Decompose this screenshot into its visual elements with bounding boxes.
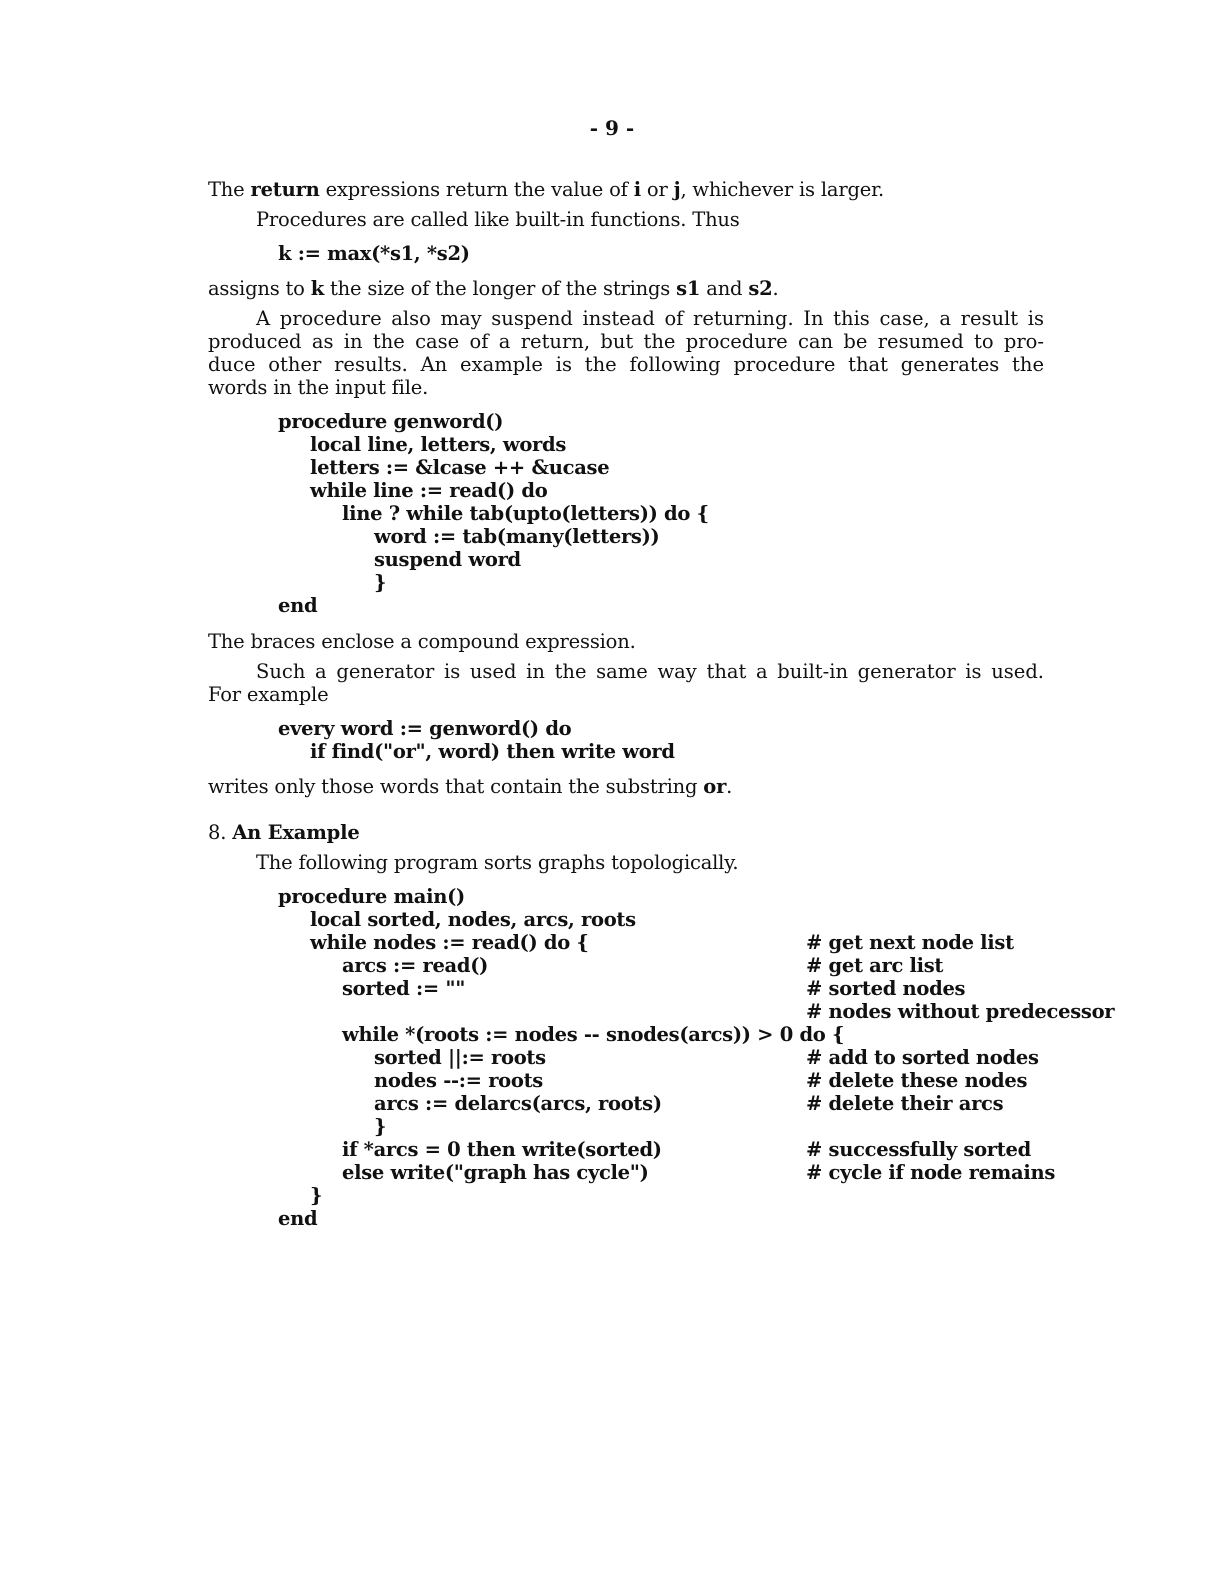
code-line: suspend word [374,548,521,571]
code-line: word := tab(many(letters)) [374,525,660,548]
section-heading [208,821,360,844]
text-run: assigns to [208,277,311,300]
code-comment: # delete these nodes [806,1069,1028,1092]
variable-j: j [673,178,681,201]
code-line: if find("or", word) then write word [310,740,675,763]
text-run: or [640,178,674,201]
text-run: expressions return the value of [319,178,634,201]
code-comment: # add to sorted nodes [806,1046,1039,1069]
paragraph-braces: The braces enclose a compound expression. [208,630,636,653]
variable-s2: s2 [748,277,773,300]
paragraph-writes-only [208,775,732,798]
section-number: 8. [208,821,227,844]
code-line: line ? while tab(upto(letters)) do { [342,502,709,525]
code-comment: # delete their arcs [806,1092,1004,1115]
paragraph-suspend-line-4: words in the input file. [208,376,429,399]
code-comment: # get arc list [806,954,944,977]
text-run: the size of the longer of the strings [324,277,677,300]
paragraph-assigns-k [208,277,779,300]
code-line: local line, letters, words [310,433,567,456]
code-line: sorted ||:= roots [374,1046,546,1069]
paragraph-return-expressions [208,178,884,201]
code-line: else write("graph has cycle") [342,1161,649,1184]
code-line: } [374,571,387,594]
code-line: procedure main() [278,885,465,908]
code-comment: # successfully sorted [806,1138,1031,1161]
code-line: every word := genword() do [278,717,572,740]
code-line: end [278,1207,318,1230]
paragraph-suspend-line-3: duce other results. An example is the following procedure that generates the [208,353,1044,376]
code-line: nodes --:= roots [374,1069,543,1092]
code-line: end [278,594,318,617]
text-run: , whichever is larger. [680,178,885,201]
substring-or: or [703,775,727,798]
paragraph-suspend-line-1: A procedure also may suspend instead of returning. In this case, a result is [256,307,1044,330]
code-line: while line := read() do [310,479,548,502]
code-line: sorted := "" [342,977,466,1000]
code-line: } [374,1115,387,1138]
code-line: letters := &lcase ++ &ucase [310,456,610,479]
code-line: arcs := read() [342,954,489,977]
code-max-call: k := max(*s1, *s2) [278,242,470,265]
paragraph-generator-line-2: For example [208,683,329,706]
text-run: . [772,277,779,300]
code-line: procedure genword() [278,410,504,433]
code-line: } [310,1184,323,1207]
page-number: - 9 - [589,116,635,140]
code-line: if *arcs = 0 then write(sorted) [342,1138,662,1161]
code-line: while nodes := read() do { [310,931,589,954]
code-line: arcs := delarcs(arcs, roots) [374,1092,662,1115]
section-title: An Example [232,821,360,844]
variable-i: i [633,178,641,201]
paragraph-suspend-line-2: produced as in the case of a return, but the procedure can be resumed to pro- [208,330,1044,353]
text-run: writes only those words that contain the substring [208,775,704,798]
code-comment: # nodes without predecessor [806,1000,1115,1023]
variable-s1: s1 [676,277,701,300]
paragraph-procedures-called: Procedures are called like built-in functions. Thus [256,208,740,231]
code-line: local sorted, nodes, arcs, roots [310,908,636,931]
code-comment: # get next node list [806,931,1014,954]
code-line: while *(roots := nodes -- snodes(arcs)) > 0 do { [342,1023,845,1046]
text-run: and [700,277,749,300]
text-run: The [208,178,251,201]
code-comment: # cycle if node remains [806,1161,1056,1184]
keyword-return: return [250,178,320,201]
paragraph-following-program: The following program sorts graphs topologically. [256,851,739,874]
paragraph-generator-line-1: Such a generator is used in the same way that a built-in generator is used. [256,660,1044,683]
text-run: . [726,775,733,798]
variable-k: k [310,277,325,300]
code-comment: # sorted nodes [806,977,966,1000]
